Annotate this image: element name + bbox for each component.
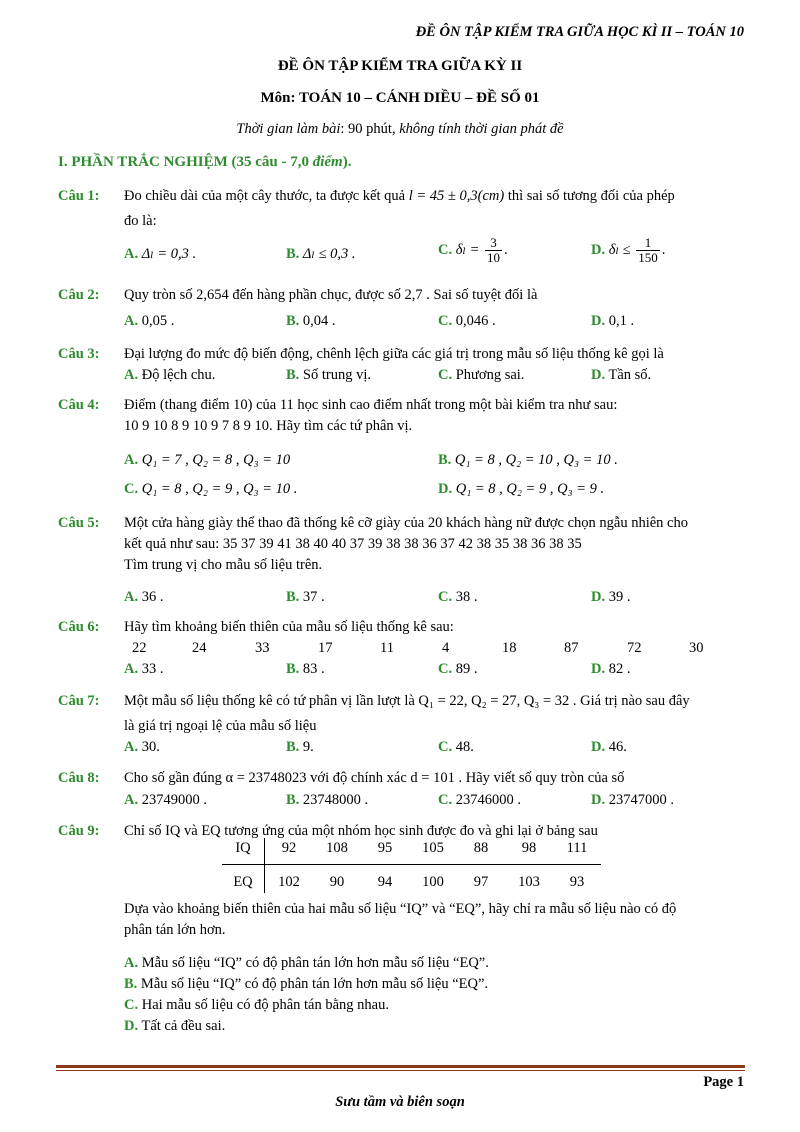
q6-option-d[interactable]: D. 82 . (591, 661, 631, 677)
table-row-header: EQ (222, 865, 265, 894)
q7-option-a[interactable]: A. 30. (124, 739, 160, 755)
q9-label: Câu 9: (58, 823, 100, 839)
q7-text: Một mẫu số liệu thống kê có tứ phân vị lần lượt là Q₁ = 22, Q₂ = 27, Q₃ = 32 . Giá trị nào sau đây (124, 693, 690, 709)
q5-text-3: Tìm trung vị cho mẫu số liệu trên. (124, 557, 323, 573)
time-line (0, 121, 800, 138)
q5-option-b[interactable]: B. 37 . (286, 589, 325, 605)
q6-text: Hãy tìm khoảng biến thiên của mẫu số liệu thống kê sau: (124, 619, 454, 635)
table-cell: 100 (422, 874, 444, 890)
table-cell: 103 (518, 874, 540, 890)
q1-c-fraction: $\frac{3}{10}$ (487, 235, 501, 265)
q2-option-b[interactable]: B. 0,04 . (286, 313, 336, 329)
q7-option-c[interactable]: C. 48. (438, 739, 474, 755)
q1-option-b[interactable]: B. Δₗ ≤ 0,3 . (286, 246, 356, 262)
q3-option-b[interactable]: B. Số trung vị. (286, 367, 371, 383)
q1-d-fraction: $\frac{1}{150}$ (638, 235, 658, 265)
q6-value: 33 (255, 640, 270, 656)
table-cell: 94 (377, 874, 393, 890)
q2-option-a[interactable]: A. 0,05 . (124, 313, 175, 329)
q6-label: Câu 6: (58, 619, 100, 635)
q6-value: 18 (502, 640, 517, 656)
table-cell: 111 (553, 838, 601, 865)
q5-option-d[interactable]: D. 39 . (591, 589, 631, 605)
time-value: : 90 phút, (340, 121, 400, 137)
q4-option-a[interactable]: A. Q₁ = 7 , Q₂ = 8 , Q₃ = 10 (124, 452, 291, 468)
q1-option-d[interactable]: D. δₗ ≤ $\frac{1}{150}$ . (591, 235, 666, 265)
footer-rule-thin (56, 1070, 745, 1071)
q8-label: Câu 8: (58, 770, 100, 786)
q4-label: Câu 4: (58, 397, 100, 413)
q5-text: Một cửa hàng giày thể thao đã thống kê cỡ giày của 20 khách hàng nữ được chọn ngẫu nhiên cho (124, 515, 688, 531)
q4-option-b[interactable]: B. Q₁ = 8 , Q₂ = 10 , Q₃ = 10 . (438, 452, 618, 468)
q3-label: Câu 3: (58, 346, 100, 362)
q2-label: Câu 2: (58, 287, 100, 303)
running-header: ĐỀ ÔN TẬP KIỂM TRA GIỮA HỌC KÌ II – TOÁN 10 (415, 24, 744, 40)
q7-text-2: là giá trị ngoại lệ của mẫu số liệu (124, 718, 317, 734)
table-cell: 95 (361, 838, 409, 865)
table-cell: 88 (457, 838, 505, 865)
q6-value: 30 (689, 640, 704, 656)
q1-text: Đo chiều dài của một cây thước, ta được kết quả l = 45 ± 0,3(cm) thì sai số tương đối của phép (124, 188, 675, 204)
q9-text-3: phân tán lớn hơn. (124, 922, 226, 938)
footer-rule (56, 1065, 745, 1068)
q5-text-2: kết quả như sau: 35 37 39 41 38 40 40 37 39 38 38 36 37 42 38 35 38 36 38 35 (124, 536, 582, 552)
q1-option-a[interactable]: A. Δₗ = 0,3 . (124, 246, 197, 262)
q6-option-c[interactable]: C. 89 . (438, 661, 478, 677)
q6-value: 87 (564, 640, 579, 656)
q2-option-d[interactable]: D. 0,1 . (591, 313, 635, 329)
q4-option-c[interactable]: C. Q₁ = 8 , Q₂ = 9 , Q₃ = 10 . (124, 481, 298, 497)
table-cell: 93 (569, 874, 585, 890)
q3-option-d[interactable]: D. Tần số. (591, 367, 652, 383)
q8-option-d[interactable]: D. 23747000 . (591, 792, 674, 808)
q1-text-2: đo là: (124, 213, 157, 229)
q1-label: Câu 1: (58, 188, 100, 204)
q5-label: Câu 5: (58, 515, 100, 531)
q6-value: 72 (627, 640, 642, 656)
page-subtitle: Môn: TOÁN 10 – CÁNH DIỀU – ĐỀ SỐ 01 (260, 90, 540, 106)
q7-option-d[interactable]: D. 46. (591, 739, 627, 755)
q9-text: Chỉ số IQ và EQ tương ứng của một nhóm học sinh được đo và ghi lại ở bảng sau (124, 823, 598, 839)
table-cell: 92 (265, 838, 314, 865)
table-cell: 97 (473, 874, 489, 890)
q5-option-a[interactable]: A. 36 . (124, 589, 164, 605)
table-cell: 108 (313, 838, 361, 865)
q6-option-a[interactable]: A. 33 . (124, 661, 164, 677)
q3-text: Đại lượng đo mức độ biến động, chênh lệch giữa các giá trị trong mẫu số liệu thống kê gọi là (124, 346, 664, 362)
section-heading: I. PHẦN TRẮC NGHIỆM (35 câu - 7,0 điểm). (58, 154, 352, 170)
table-cell: 105 (409, 838, 457, 865)
q4-text: Điểm (thang điểm 10) của 11 học sinh cao điểm nhất trong một bài kiểm tra như sau: (124, 397, 618, 413)
q8-option-a[interactable]: A. 23749000 . (124, 792, 207, 808)
q7-option-b[interactable]: B. 9. (286, 739, 314, 755)
iq-eq-table (222, 838, 601, 893)
q6-value: 11 (380, 640, 394, 656)
q2-text: Quy tròn số 2,654 đến hàng phần chục, được số 2,7 . Sai số tuyệt đối là (124, 287, 538, 303)
table-cell: 98 (505, 838, 553, 865)
time-label: Thời gian làm bài (236, 121, 341, 137)
q8-option-b[interactable]: B. 23748000 . (286, 792, 369, 808)
q6-value: 22 (132, 640, 147, 656)
q5-option-c[interactable]: C. 38 . (438, 589, 478, 605)
q7-label: Câu 7: (58, 693, 100, 709)
table-cell: 102 (278, 874, 300, 890)
q1-option-c[interactable]: C. δₗ = $\frac{3}{10}$ . (438, 235, 508, 265)
table-row-header: IQ (222, 838, 265, 865)
q6-option-b[interactable]: B. 83 . (286, 661, 325, 677)
time-note: không tính thời gian phát đề (399, 121, 564, 137)
q8-text: Cho số gần đúng α = 23748023 với độ chính xác d = 101 . Hãy viết số quy tròn của số (124, 770, 625, 786)
q9-option-d[interactable]: D. Tất cả đều sai. (124, 1018, 226, 1034)
q3-option-c[interactable]: C. Phương sai. (438, 367, 525, 383)
q4-text-2: 10 9 10 8 9 10 9 7 8 9 10. Hãy tìm các tứ phân vị. (124, 418, 413, 434)
q3-option-a[interactable]: A. Độ lệch chu. (124, 367, 216, 383)
table-cell: 90 (329, 874, 345, 890)
page-title: ĐỀ ÔN TẬP KIỂM TRA GIỮA KỲ II (277, 58, 523, 74)
q8-option-c[interactable]: C. 23746000 . (438, 792, 521, 808)
q6-value: 24 (192, 640, 207, 656)
footer-note: Sưu tầm và biên soạn (335, 1094, 465, 1110)
q6-value: 17 (318, 640, 333, 656)
q4-option-d[interactable]: D. Q₁ = 8 , Q₂ = 9 , Q₃ = 9 . (438, 481, 605, 497)
q2-option-c[interactable]: C. 0,046 . (438, 313, 496, 329)
q9-option-a[interactable]: A. Mẫu số liệu “IQ” có độ phân tán lớn hơn mẫu số liệu “EQ”. (124, 955, 489, 971)
page-number: Page 1 (703, 1074, 744, 1090)
q6-value: 4 (442, 640, 450, 656)
q9-text-2: Dựa vào khoảng biến thiên của hai mẫu số liệu “IQ” và “EQ”, hãy chỉ ra mẫu số liệu nào có độ (124, 901, 677, 917)
q9-option-c[interactable]: C. Hai mẫu số liệu có độ phân tán bằng nhau. (124, 997, 389, 1013)
q9-option-b[interactable]: B. Mẫu số liệu “IQ” có độ phân tán lớn hơn mẫu số liệu “EQ”. (124, 976, 489, 992)
